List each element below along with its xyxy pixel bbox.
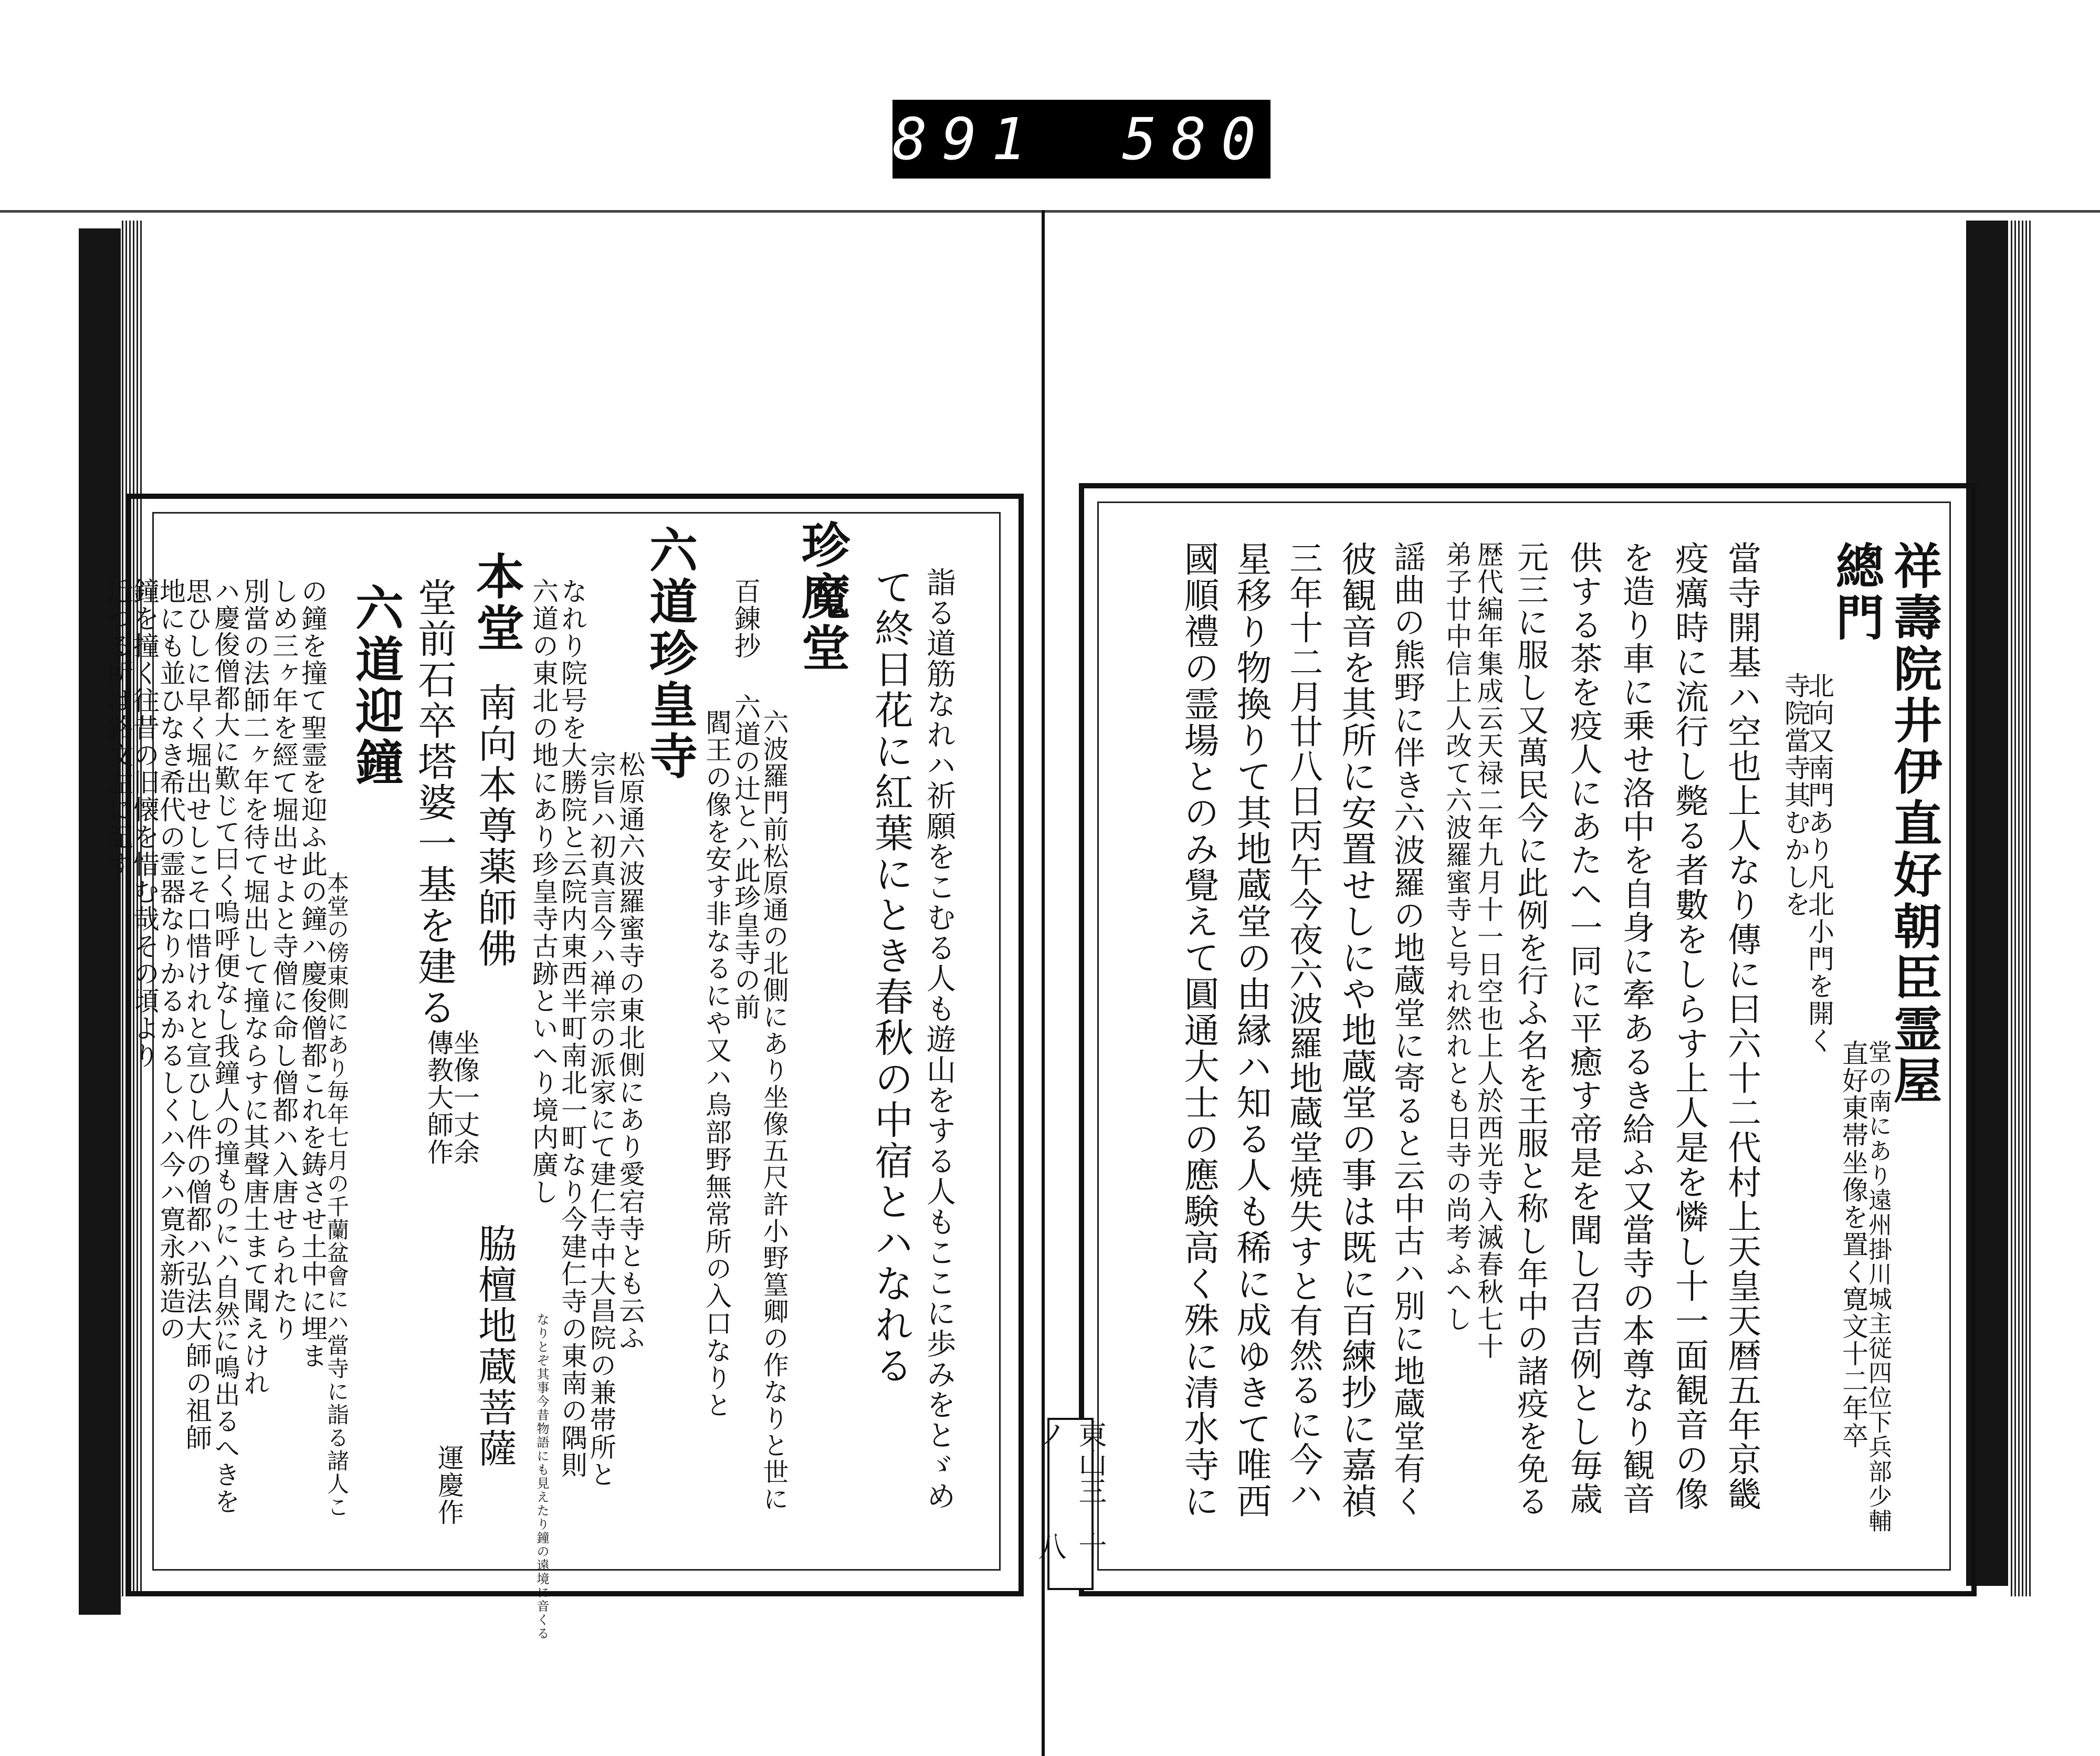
right-col-9: を造り車に乗せ洛中を自身に牽あるき給ふ又當寺の本尊なり観音: [1617, 541, 1655, 1515]
left-col-21-note: 本堂の傍東側にあり毎年七月の千蘭盆會にハ當寺に詣る諸人こ: [324, 872, 350, 1519]
left-col-3-heading: 珍魔堂: [794, 520, 850, 674]
right-col-1-heading: 祥壽院井伊直好朝臣霊屋: [1886, 541, 1942, 1107]
left-col-22-note: の鐘を撞て聖霊を迎ふ此の鐘ハ慶俊僧都これを鋳させ土中に埋ま: [297, 578, 328, 1370]
left-col-16-note: 傳教大師作: [423, 1029, 454, 1166]
right-col-15: 彼観音を其所に安置せしにや地蔵堂の事は既に百練抄に嘉禎: [1336, 541, 1377, 1519]
right-col-11: 元三に服し又萬民今に此例を行ふ名を王服と称し年中の諸疫を免る: [1512, 541, 1549, 1518]
right-col-7: 當寺開基ハ空也上人なり傳に曰六十二代村上天皇天暦五年京畿: [1722, 541, 1761, 1511]
page-tab-number: 十八: [1034, 1532, 1107, 1561]
right-col-16: 三年十二月廿八日丙午今夜六波羅地蔵堂焼失すと有然るに今ハ: [1284, 541, 1322, 1511]
left-col-17: 脇檀地蔵菩薩: [472, 1224, 517, 1469]
right-col-8: 疫癘時に流行し斃る者數をしらす上人是を憐し十一面観音の像: [1670, 541, 1708, 1511]
left-col-15-note: 坐像一丈余: [449, 1029, 480, 1166]
left-col-9-note: 松原通六波羅蜜寺の東北側にあり愛宕寺とも云ふ: [615, 751, 645, 1352]
left-col-14: 南向本尊薬師佛: [472, 683, 517, 969]
left-col-10-note: 宗旨ハ初真言今ハ禅宗の派家にて建仁寺中大昌院の兼帯所と: [586, 751, 616, 1488]
left-col-2: て終日花に紅葉にとき春秋の中宿とハなれる: [868, 567, 914, 1386]
left-book-edge: [79, 228, 121, 1615]
right-col-18: 國順禮の霊場とのみ覺えて圓通大士の應験高く殊に清水寺に: [1179, 541, 1220, 1519]
left-col-12-note: 六道の東北の地にあり珍皇寺古跡といへり境内廣し: [528, 578, 559, 1206]
catalog-number-right: 580: [1122, 106, 1270, 173]
left-col-24-note: 別當の法師二ヶ年を待て堀出して撞ならすに其聲唐土まて聞えけれ: [239, 578, 270, 1397]
left-col-4-note: 六波羅門前松原通の北側にあり坐像五尺許小野篁卿の作なりと世に: [759, 709, 789, 1512]
right-col-3-note: 直好東帯坐像を置く寛文十二年卒: [1838, 1040, 1868, 1449]
left-col-25-note: ハ慶俊僧都大に歎じて曰く嗚呼便なし我鐘人の撞ものにハ自然に鳴出るへきを: [211, 578, 240, 1515]
right-page-stack: [2011, 221, 2032, 1596]
left-col-1: 詣る道筋なれハ祈願をこむる人も遊山をする人もここに歩みをとゞめ: [922, 567, 956, 1511]
left-col-26-note: 思ひしに早く堀出せしこそ口惜けれと宣ひし件の僧都ハ弘法大師の祖師: [182, 578, 212, 1451]
catalog-number-left: 891: [892, 106, 1041, 173]
left-col-6-note: 六道の辻とハ此珍皇寺の前: [730, 693, 761, 1021]
page-tab: [1034, 1418, 1107, 1590]
left-col-29-note: 鐘を撞く往昔の旧懐を惜む哉その頃より: [129, 578, 160, 1069]
page-tab-section: 東山三ノ: [1034, 1420, 1107, 1505]
left-col-11-note: なれり院号を大勝院と云院内東西半町南北一町なり今建仁寺の東南の隅則: [557, 578, 587, 1479]
left-col-8-heading: 六道珍皇寺: [642, 525, 698, 782]
left-col-19: 堂前石卒塔婆一基を建る: [412, 578, 457, 1028]
left-col-13-heading: 本堂: [468, 551, 525, 654]
left-col-5-note: 百錬抄: [730, 578, 761, 660]
right-col-12-note: 歴代編年集成云天禄二年九月十一日空也上人於西光寺入滅春秋七十: [1473, 541, 1504, 1360]
page-top-edge: [0, 210, 2100, 213]
left-col-18-note: 運慶作: [434, 1444, 464, 1526]
right-col-5-note: 北向又南門あり凡北小門を開く: [1804, 672, 1834, 1054]
right-col-2-note: 堂の南にあり遠州掛川城主従四位下兵部少輔: [1864, 1040, 1892, 1533]
left-col-28-note: 地にも並ひなき希代の霊器なりかるかるしくハ今ハ寛永新造の: [155, 578, 186, 1342]
right-col-4-heading: 總門: [1828, 541, 1885, 644]
catalog-number-label: [892, 100, 1270, 179]
right-col-17: 星移り物換りて其地蔵堂の由縁ハ知る人も稀に成ゆきて唯西: [1231, 541, 1272, 1519]
right-col-6-note: 寺院當寺其むかしを: [1780, 672, 1811, 918]
right-col-13-note: 弟子廿中信上人改て六波羅蜜寺と号れ然れとも日寺の尚考ふへし: [1442, 541, 1472, 1333]
left-col-23-note: しめ三ヶ年を經て堀出せよと寺僧に命し僧都ハ入唐せられたり: [268, 578, 299, 1342]
left-col-30-note: 近つる所は銘文左に記す: [103, 578, 133, 878]
right-col-14: 謡曲の熊野に伴き六波羅の地蔵堂に寄ると云中古ハ別に地蔵堂有く: [1389, 541, 1425, 1518]
left-col-7-note: 閻王の像を安す非なるにや又ハ烏部野無常所の入口なりと: [701, 709, 732, 1419]
left-col-20-heading: 六道迎鐘: [348, 583, 404, 789]
left-col-27-note: なりとぞ其事今昔物語にも見えたり鐘の遠境に音くる: [534, 1313, 549, 1640]
right-col-10: 供する茶を疫人にあたへ一同に平癒す帝是を聞し召吉例とし毎歳: [1564, 541, 1603, 1515]
